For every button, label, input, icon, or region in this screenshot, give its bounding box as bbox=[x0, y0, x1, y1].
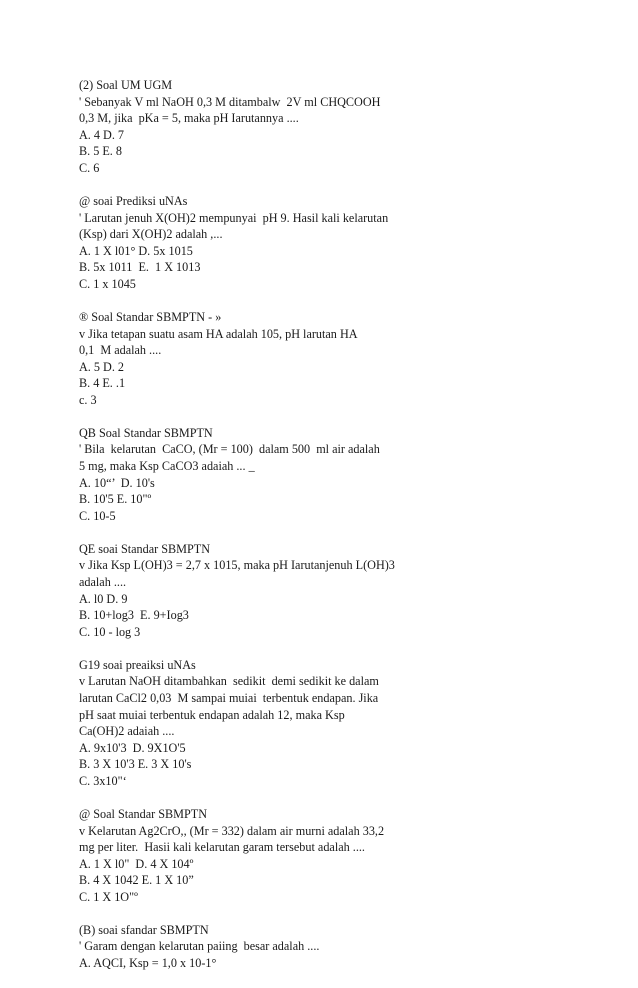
question-text: adalah .... bbox=[79, 575, 127, 589]
answer-option: A. 10“’ D. 10's bbox=[79, 475, 155, 490]
question-text: ' Garam dengan kelarutan paiing besar adalah .... bbox=[79, 939, 320, 954]
answer-option: A. AQCI, Ksp = 1,0 x 10-1° bbox=[79, 956, 217, 971]
question-source: ® Soal Standar SBMPTN - » bbox=[79, 309, 222, 324]
question-source: (B) soai sfandar SBMPTN bbox=[79, 922, 209, 937]
answer-option: C. 1 x 1045 bbox=[79, 276, 136, 291]
question-block-6 bbox=[79, 657, 599, 790]
answer-option: A. 1 X l0" D. 4 X 104º bbox=[79, 856, 194, 871]
question-source: QB Soal Standar SBMPTN bbox=[79, 425, 213, 440]
question-block-5 bbox=[79, 541, 599, 641]
answer-option: B. 5x 1011 E. 1 X 1013 bbox=[79, 260, 201, 275]
answer-option: A. l0 D. 9 bbox=[79, 591, 128, 606]
answer-option: B. 3 X 10'3 E. 3 X 10's bbox=[79, 757, 192, 772]
document-page bbox=[79, 77, 599, 988]
answer-option: B. 10+log3 E. 9+Iog3 bbox=[79, 608, 189, 623]
answer-option: B. 4 X 1042 E. 1 X 10” bbox=[79, 873, 194, 888]
answer-option: B. 10'5 E. 10"º bbox=[79, 492, 152, 507]
question-source: (2) Soal UM UGM bbox=[79, 78, 173, 92]
question-source: G19 soai preaiksi uNAs bbox=[79, 657, 196, 672]
question-text: ' Bila kelarutan CaCO, (Mr = 100) dalam 500 ml air adalah bbox=[79, 442, 380, 457]
question-text: 5 mg, maka Ksp CaCO3 adaiah ... _ bbox=[79, 459, 255, 474]
answer-option: A. 9x10'3 D. 9X1O'5 bbox=[79, 740, 186, 755]
answer-option: B. 4 E. .1 bbox=[79, 376, 126, 391]
answer-option: c. 3 bbox=[79, 392, 97, 407]
question-block-4 bbox=[79, 425, 599, 525]
answer-option: B. 5 E. 8 bbox=[79, 144, 122, 159]
question-text: 0,3 M, jika pKa = 5, maka pH Iarutannya .... bbox=[79, 111, 299, 126]
answer-option: C. 1 X 1O"º bbox=[79, 889, 138, 904]
question-text: pH saat muiai terbentuk endapan adalah 12, maka Ksp bbox=[79, 707, 345, 722]
question-text: larutan CaCl2 0,03 M sampai muiai terbentuk endapan. Jika bbox=[79, 690, 379, 705]
question-text: Ca(OH)2 adaiah .... bbox=[79, 724, 175, 739]
question-text: v Jika tetapan suatu asam HA adalah 105, pH larutan HA bbox=[79, 326, 358, 341]
answer-option: C. 3x10"‘ bbox=[79, 773, 127, 788]
question-block-1 bbox=[79, 77, 599, 177]
question-text: v Jika Ksp L(OH)3 = 2,7 x 1015, maka pH Iarutanjenuh L(OH)3 bbox=[79, 558, 395, 573]
question-block-7 bbox=[79, 806, 599, 906]
question-text: mg per liter. Hasii kali kelarutan garam tersebut adalah .... bbox=[79, 840, 365, 855]
question-source: @ Soal Standar SBMPTN bbox=[79, 806, 208, 821]
question-text: ' Sebanyak V ml NaOH 0,3 M ditambalw 2V ml CHQCOOH bbox=[79, 94, 381, 109]
question-source: @ soai Prediksi uNAs bbox=[79, 193, 188, 208]
question-block-2 bbox=[79, 193, 599, 293]
answer-option: C. 6 bbox=[79, 160, 100, 175]
question-text: (Ksp) dari X(OH)2 adalah ,... bbox=[79, 227, 223, 242]
question-block-3 bbox=[79, 309, 599, 409]
answer-option: C. 10 - log 3 bbox=[79, 624, 141, 639]
question-source: QE soai Standar SBMPTN bbox=[79, 541, 211, 556]
question-text: v Kelarutan Ag2CrO,, (Mr = 332) dalam air murni adalah 33,2 bbox=[79, 823, 385, 838]
question-text: ' Larutan jenuh X(OH)2 mempunyai pH 9. Hasil kali kelarutan bbox=[79, 210, 389, 225]
question-text: 0,1 M adalah .... bbox=[79, 343, 162, 358]
answer-option: A. 1 X l01° D. 5x 1015 bbox=[79, 243, 193, 258]
answer-option: A. 4 D. 7 bbox=[79, 127, 125, 142]
answer-option: A. 5 D. 2 bbox=[79, 359, 125, 374]
question-text: v Larutan NaOH ditambahkan sedikit demi sedikit ke dalam bbox=[79, 674, 379, 689]
answer-option: C. 10-5 bbox=[79, 508, 116, 523]
question-block-8 bbox=[79, 922, 599, 972]
